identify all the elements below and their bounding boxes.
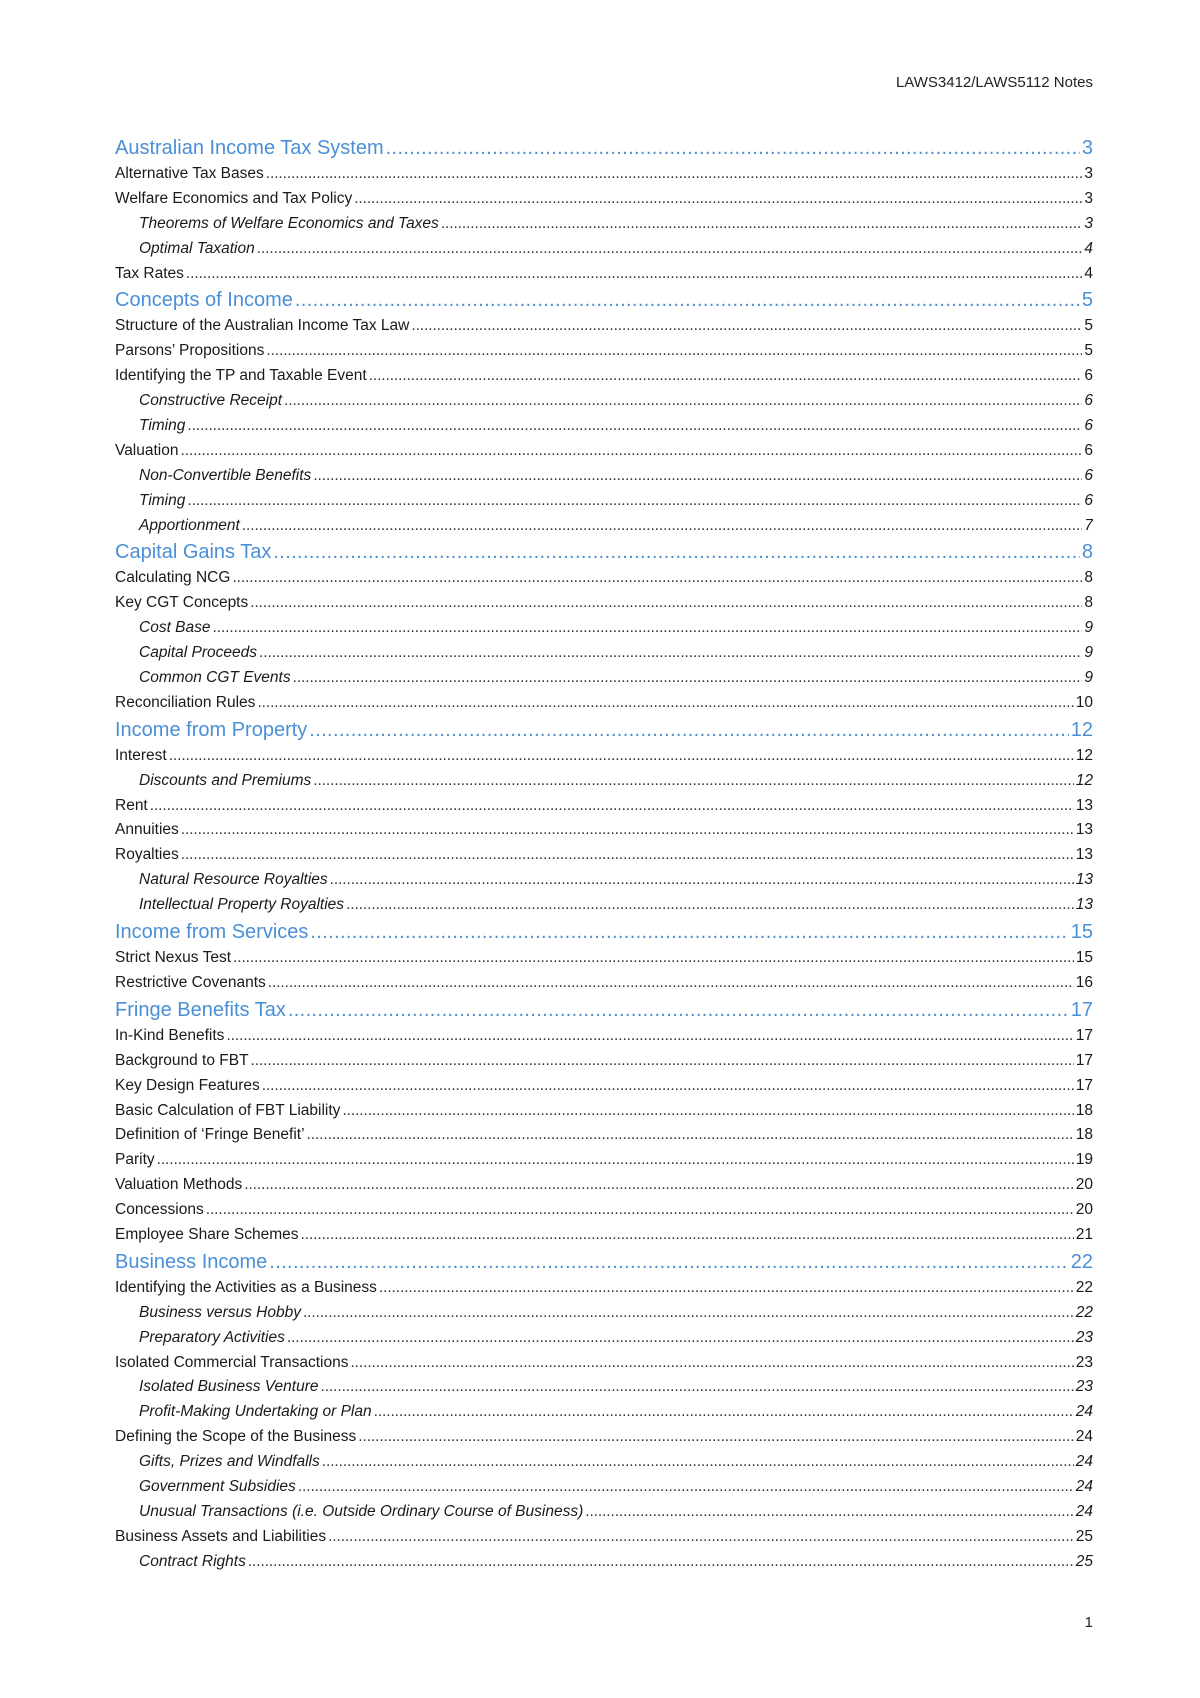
toc-dot-leader <box>411 314 1082 339</box>
toc-section[interactable] <box>115 818 1093 843</box>
toc-dot-leader <box>321 1375 1074 1400</box>
toc-dot-leader <box>268 971 1074 996</box>
toc-heading[interactable] <box>115 996 1093 1024</box>
toc-dot-leader <box>328 1525 1074 1550</box>
toc-entry-page-number: 4 <box>1084 239 1093 257</box>
toc-entry-title: Rent <box>115 796 148 814</box>
toc-section[interactable] <box>115 364 1093 389</box>
toc-dot-leader <box>186 262 1082 287</box>
toc-entry-title: Income from Property <box>115 718 308 741</box>
toc-dot-leader <box>386 134 1080 162</box>
toc-entry-page-number: 3 <box>1084 189 1093 207</box>
toc-entry-title: Valuation Methods <box>115 1176 243 1194</box>
toc-dot-leader <box>307 1123 1074 1148</box>
toc-entry-title: Capital Gains Tax <box>115 541 272 564</box>
toc-entry-page-number: 15 <box>1070 921 1093 944</box>
toc-dot-leader <box>248 1550 1074 1575</box>
toc-dot-leader <box>213 616 1083 641</box>
toc-entry-title: Strict Nexus Test <box>115 949 232 967</box>
toc-entry-page-number: 6 <box>1084 441 1093 459</box>
toc-dot-leader <box>330 868 1074 893</box>
toc-entry-page-number: 20 <box>1075 1201 1093 1219</box>
toc-entry-page-number: 15 <box>1075 949 1093 967</box>
toc-entry-page-number: 13 <box>1075 846 1093 864</box>
toc-dot-leader <box>358 1425 1073 1450</box>
toc-entry-page-number: 10 <box>1075 693 1093 711</box>
toc-dot-leader <box>309 716 1068 744</box>
toc-entry-title: Concepts of Income <box>115 289 293 312</box>
toc-entry-page-number: 6 <box>1084 466 1093 484</box>
toc-entry-title: Discounts and Premiums <box>139 771 312 789</box>
toc-entry-title: Common CGT Events <box>139 669 291 687</box>
toc-dot-leader <box>259 641 1082 666</box>
toc-entry-page-number: 3 <box>1081 137 1093 159</box>
toc-entry-title: Annuities <box>115 821 179 839</box>
toc-dot-leader <box>169 744 1074 769</box>
toc-subsection[interactable] <box>115 237 1093 262</box>
toc-section[interactable] <box>115 971 1093 996</box>
toc-entry-title: Concessions <box>115 1201 204 1219</box>
toc-dot-leader <box>266 162 1083 187</box>
toc-dot-leader <box>226 1024 1073 1049</box>
toc-entry-page-number: 6 <box>1084 491 1093 509</box>
toc-entry-title: Key CGT Concepts <box>115 594 249 612</box>
toc-entry-page-number: 12 <box>1075 746 1093 764</box>
toc-entry-title: Timing <box>139 417 186 435</box>
toc-dot-leader <box>251 1049 1074 1074</box>
toc-entry-title: Valuation <box>115 441 179 459</box>
toc-section[interactable] <box>115 566 1093 591</box>
toc-entry-title: Tax Rates <box>115 264 184 282</box>
toc-entry-page-number: 6 <box>1084 417 1093 435</box>
toc-entry-page-number: 8 <box>1084 594 1093 612</box>
toc-dot-leader <box>244 1173 1074 1198</box>
toc-section[interactable] <box>115 1123 1093 1148</box>
toc-section[interactable] <box>115 1099 1093 1124</box>
toc-entry-page-number: 25 <box>1075 1527 1093 1545</box>
toc-dot-leader <box>233 946 1074 971</box>
toc-section[interactable] <box>115 1276 1093 1301</box>
toc-dot-leader <box>322 1450 1074 1475</box>
toc-subsection[interactable] <box>115 1475 1093 1500</box>
toc-entry-title: Contract Rights <box>139 1552 246 1570</box>
toc-entry-page-number: 9 <box>1084 669 1093 687</box>
toc-entry-title: Employee Share Schemes <box>115 1225 299 1243</box>
toc-section[interactable] <box>115 162 1093 187</box>
toc-entry-title: Isolated Commercial Transactions <box>115 1353 349 1371</box>
toc-entry-page-number: 5 <box>1084 317 1093 335</box>
toc-entry-title: Basic Calculation of FBT Liability <box>115 1101 341 1119</box>
toc-heading[interactable] <box>115 286 1093 314</box>
toc-entry-title: Welfare Economics and Tax Policy <box>115 189 353 207</box>
toc-subsection[interactable] <box>115 212 1093 237</box>
toc-entry-page-number: 23 <box>1075 1353 1093 1371</box>
toc-dot-leader <box>269 1248 1068 1276</box>
toc-subsection[interactable] <box>115 1450 1093 1475</box>
toc-section[interactable] <box>115 1148 1093 1173</box>
toc-dot-leader <box>181 843 1074 868</box>
toc-dot-leader <box>379 1276 1074 1301</box>
toc-entry-title: Government Subsidies <box>139 1477 296 1495</box>
page-number: 1 <box>1084 1614 1093 1631</box>
toc-heading[interactable] <box>115 716 1093 744</box>
toc-entry-page-number: 5 <box>1081 289 1093 312</box>
toc-dot-leader <box>266 339 1082 364</box>
toc-section[interactable] <box>115 744 1093 769</box>
toc-heading[interactable] <box>115 918 1093 946</box>
toc-entry-page-number: 6 <box>1084 392 1093 410</box>
toc-entry-title: Interest <box>115 746 167 764</box>
toc-entry-title: Parsons’ Propositions <box>115 342 265 360</box>
toc-dot-leader <box>187 489 1082 514</box>
toc-entry-title: Gifts, Prizes and Windfalls <box>139 1453 320 1471</box>
toc-entry-page-number: 13 <box>1075 896 1093 914</box>
toc-entry-page-number: 21 <box>1075 1225 1093 1243</box>
toc-entry-title: Alternative Tax Bases <box>115 165 264 182</box>
toc-section[interactable] <box>115 1425 1093 1450</box>
toc-heading[interactable] <box>115 134 1093 162</box>
toc-entry-title: Parity <box>115 1151 155 1169</box>
toc-entry-page-number: 7 <box>1084 516 1093 534</box>
toc-dot-leader <box>181 818 1074 843</box>
toc-entry-title: Business versus Hobby <box>139 1303 301 1321</box>
toc-entry-title: Defining the Scope of the Business <box>115 1428 357 1446</box>
toc-subsection[interactable] <box>115 1326 1093 1351</box>
toc-entry-title: Non-Convertible Benefits <box>139 466 312 484</box>
toc-entry-title: Identifying the Activities as a Business <box>115 1278 377 1296</box>
toc-subsection[interactable] <box>115 1550 1093 1575</box>
toc-entry-page-number: 16 <box>1075 973 1093 991</box>
toc-dot-leader <box>585 1500 1074 1525</box>
toc-section[interactable] <box>115 843 1093 868</box>
toc-entry-page-number: 17 <box>1075 1051 1093 1069</box>
toc-subsection[interactable] <box>115 1400 1093 1425</box>
toc-dot-leader <box>293 666 1083 691</box>
toc-entry-page-number: 13 <box>1075 796 1093 814</box>
toc-entry-page-number: 8 <box>1081 541 1093 564</box>
toc-subsection[interactable] <box>115 666 1093 691</box>
toc-entry-page-number: 24 <box>1075 1502 1093 1520</box>
toc-dot-leader <box>288 996 1069 1024</box>
toc-entry-page-number: 3 <box>1084 214 1093 232</box>
toc-entry-page-number: 20 <box>1075 1176 1093 1194</box>
toc-subsection[interactable] <box>115 414 1093 439</box>
toc-entry-title: Constructive Receipt <box>139 392 283 410</box>
toc-entry-title: Timing <box>139 491 186 509</box>
toc-dot-leader <box>295 286 1080 314</box>
toc-dot-leader <box>298 1475 1074 1500</box>
toc-entry-page-number: 9 <box>1084 619 1093 637</box>
toc-entry-title: Natural Resource Royalties <box>139 871 328 889</box>
toc-subsection[interactable] <box>115 389 1093 414</box>
toc-subsection[interactable] <box>115 616 1093 641</box>
toc-entry-page-number: 13 <box>1075 821 1093 839</box>
toc-entry-title: Apportionment <box>139 516 240 534</box>
toc-subsection[interactable] <box>115 769 1093 794</box>
toc-section[interactable] <box>115 1351 1093 1376</box>
toc-entry-title: Calculating NCG <box>115 569 231 587</box>
toc-dot-leader <box>284 389 1082 414</box>
toc-dot-leader <box>303 1301 1074 1326</box>
toc-section[interactable] <box>115 1198 1093 1223</box>
toc-dot-leader <box>287 1326 1074 1351</box>
toc-subsection[interactable] <box>115 868 1093 893</box>
toc-subsection[interactable] <box>115 464 1093 489</box>
toc-entry-title: Optimal Taxation <box>139 239 255 257</box>
toc-dot-leader <box>441 212 1083 237</box>
toc-subsection[interactable] <box>115 893 1093 918</box>
toc-dot-leader <box>350 1351 1073 1376</box>
toc-section[interactable] <box>115 1525 1093 1550</box>
toc-dot-leader <box>301 1223 1074 1248</box>
toc-entry-page-number: 17 <box>1075 1076 1093 1094</box>
toc-entry-title: Australian Income Tax System <box>115 137 384 159</box>
toc-section[interactable] <box>115 1223 1093 1248</box>
toc-dot-leader <box>150 794 1074 819</box>
toc-dot-leader <box>157 1148 1074 1173</box>
toc-heading[interactable] <box>115 538 1093 566</box>
toc-entry-page-number: 24 <box>1075 1403 1093 1421</box>
toc-section[interactable] <box>115 439 1093 464</box>
toc-subsection[interactable] <box>115 489 1093 514</box>
table-of-contents <box>115 134 1093 1575</box>
toc-entry-title: Background to FBT <box>115 1051 249 1069</box>
toc-section[interactable] <box>115 187 1093 212</box>
toc-subsection[interactable] <box>115 641 1093 666</box>
toc-entry-title: Profit-Making Undertaking or Plan <box>139 1403 372 1421</box>
toc-subsection[interactable] <box>115 1301 1093 1326</box>
toc-entry-title: Unusual Transactions (i.e. Outside Ordinary Course of Business) <box>139 1502 584 1520</box>
toc-entry-page-number: 22 <box>1070 1250 1093 1273</box>
toc-entry-title: Business Income <box>115 1250 268 1273</box>
page-header: LAWS3412/LAWS5112 Notes <box>895 74 1093 91</box>
toc-entry-page-number: 9 <box>1084 644 1093 662</box>
toc-entry-page-number: 24 <box>1075 1477 1093 1495</box>
toc-dot-leader <box>310 918 1068 946</box>
toc-entry-page-number: 22 <box>1075 1303 1093 1321</box>
toc-entry-title: Cost Base <box>139 619 211 637</box>
toc-section[interactable] <box>115 262 1093 287</box>
toc-dot-leader <box>273 538 1079 566</box>
toc-dot-leader <box>250 591 1082 616</box>
toc-entry-page-number: 22 <box>1075 1278 1093 1296</box>
toc-subsection[interactable] <box>115 1375 1093 1400</box>
toc-entry-page-number: 18 <box>1075 1101 1093 1119</box>
toc-entry-page-number: 23 <box>1075 1378 1093 1396</box>
toc-subsection[interactable] <box>115 514 1093 539</box>
toc-dot-leader <box>342 1099 1073 1124</box>
toc-entry-page-number: 19 <box>1075 1151 1093 1169</box>
toc-entry-page-number: 4 <box>1084 264 1093 282</box>
toc-subsection[interactable] <box>115 1500 1093 1525</box>
toc-entry-title: Theorems of Welfare Economics and Taxes <box>139 214 439 232</box>
toc-entry-title: Identifying the TP and Taxable Event <box>115 367 367 385</box>
toc-dot-leader <box>374 1400 1074 1425</box>
toc-entry-title: Restrictive Covenants <box>115 973 266 991</box>
toc-dot-leader <box>242 514 1083 539</box>
toc-entry-title: In-Kind Benefits <box>115 1026 225 1044</box>
toc-entry-page-number: 23 <box>1075 1328 1093 1346</box>
toc-dot-leader <box>257 237 1083 262</box>
toc-entry-title: Fringe Benefits Tax <box>115 998 286 1021</box>
toc-entry-page-number: 18 <box>1075 1126 1093 1144</box>
toc-dot-leader <box>180 439 1082 464</box>
toc-section[interactable] <box>115 1074 1093 1099</box>
toc-entry-title: Reconciliation Rules <box>115 693 256 711</box>
toc-section[interactable] <box>115 691 1093 716</box>
toc-dot-leader <box>232 566 1082 591</box>
toc-section[interactable] <box>115 1024 1093 1049</box>
toc-dot-leader <box>262 1074 1074 1099</box>
toc-entry-title: Preparatory Activities <box>139 1328 285 1346</box>
toc-entry-page-number: 17 <box>1070 998 1093 1021</box>
toc-entry-page-number: 25 <box>1075 1552 1093 1570</box>
toc-entry-title: Intellectual Property Royalties <box>139 896 345 914</box>
toc-entry-title: Business Assets and Liabilities <box>115 1527 327 1545</box>
toc-dot-leader <box>257 691 1073 716</box>
toc-section[interactable] <box>115 591 1093 616</box>
toc-dot-leader <box>369 364 1083 389</box>
toc-section[interactable] <box>115 946 1093 971</box>
toc-entry-page-number: 12 <box>1075 771 1093 789</box>
toc-section[interactable] <box>115 794 1093 819</box>
toc-entry-page-number: 13 <box>1075 871 1093 889</box>
toc-entry-title: Royalties <box>115 846 179 864</box>
toc-dot-leader <box>346 893 1074 918</box>
toc-entry-page-number: 17 <box>1075 1026 1093 1044</box>
toc-entry-title: Structure of the Australian Income Tax Law <box>115 317 410 335</box>
toc-entry-page-number: 24 <box>1075 1428 1093 1446</box>
toc-entry-title: Income from Services <box>115 921 309 944</box>
toc-section[interactable] <box>115 1049 1093 1074</box>
toc-entry-title: Definition of ‘Fringe Benefit’ <box>115 1126 305 1144</box>
toc-section[interactable] <box>115 314 1093 339</box>
toc-entry-page-number: 3 <box>1084 165 1093 182</box>
toc-entry-page-number: 12 <box>1070 718 1093 741</box>
toc-dot-leader <box>313 769 1073 794</box>
toc-entry-title: Capital Proceeds <box>139 644 258 662</box>
toc-entry-page-number: 8 <box>1084 569 1093 587</box>
toc-dot-leader <box>206 1198 1074 1223</box>
toc-dot-leader <box>313 464 1082 489</box>
toc-dot-leader <box>354 187 1082 212</box>
toc-entry-page-number: 5 <box>1084 342 1093 360</box>
toc-entry-page-number: 24 <box>1075 1453 1093 1471</box>
toc-entry-page-number: 6 <box>1084 367 1093 385</box>
toc-heading[interactable] <box>115 1248 1093 1276</box>
toc-entry-title: Key Design Features <box>115 1076 260 1094</box>
toc-section[interactable] <box>115 1173 1093 1198</box>
toc-section[interactable] <box>115 339 1093 364</box>
toc-dot-leader <box>187 414 1082 439</box>
toc-entry-title: Isolated Business Venture <box>139 1378 319 1396</box>
